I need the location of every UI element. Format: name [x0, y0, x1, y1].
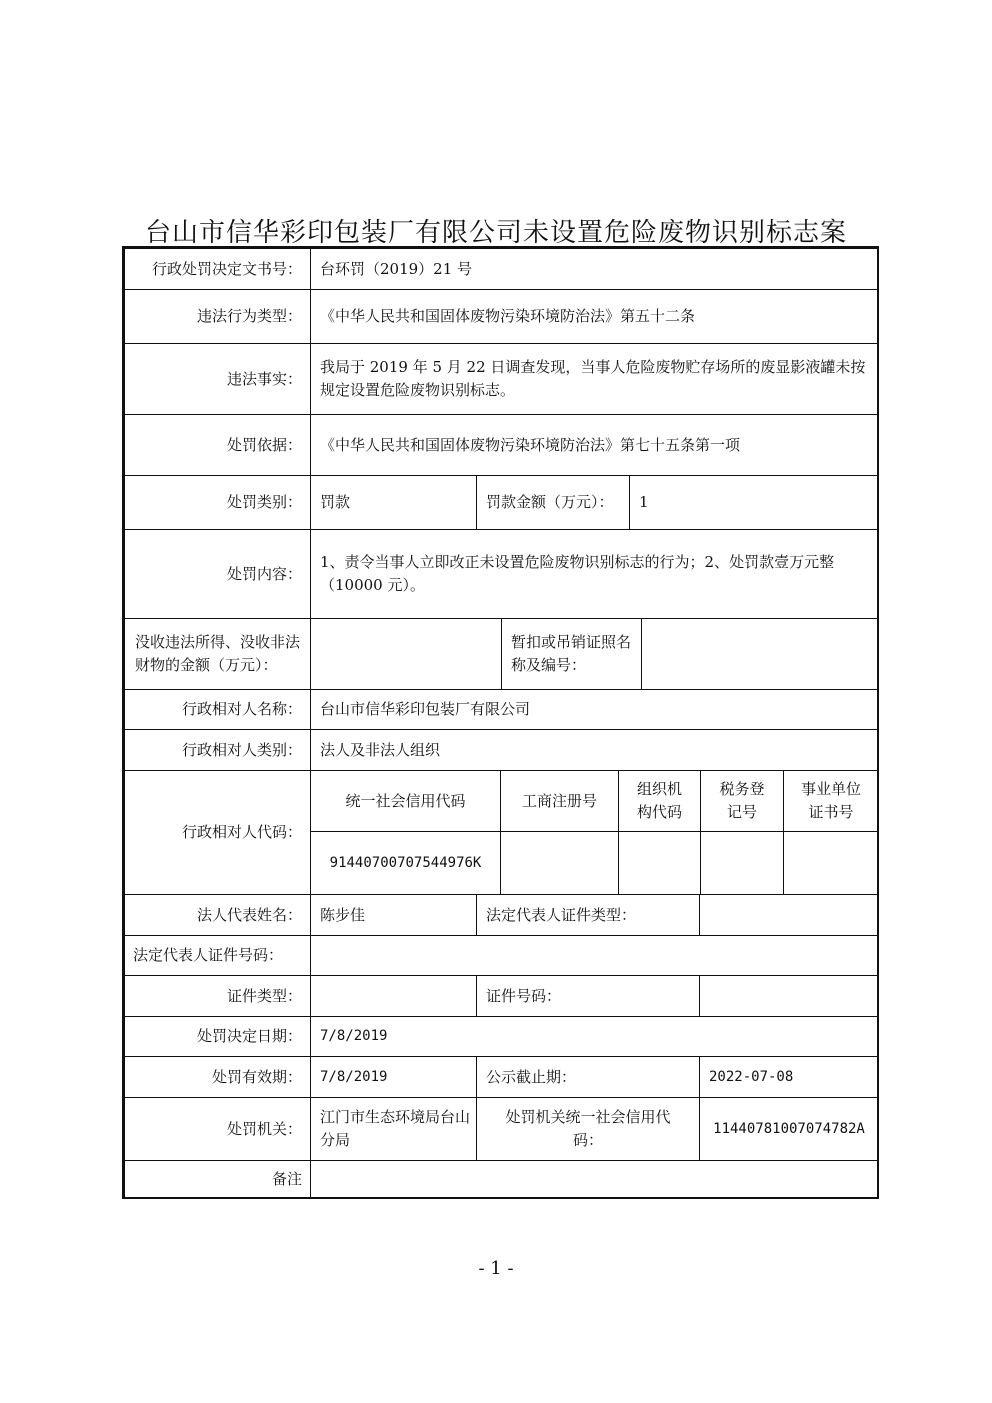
cert-number-label: 证件号码：	[476, 975, 700, 1017]
confiscation-label: 没收违法所得、没收非法财物的金额（万元）：	[124, 618, 311, 690]
validity-value: 7/8/2019	[310, 1056, 477, 1098]
authority-code-value: 11440781007074782A	[699, 1097, 879, 1161]
decision-date-label: 处罚决定日期：	[124, 1016, 311, 1057]
cert-number-value	[699, 975, 879, 1017]
violation-fact-label: 违法事实：	[124, 343, 311, 415]
document-title: 台山市信华彩印包装厂有限公司未设置危险废物识别标志案	[144, 218, 847, 248]
rep-name-value: 陈步佳	[310, 894, 477, 936]
rep-id-type-label: 法定代表人证件类型：	[476, 894, 700, 936]
fine-amount-label: 罚款金额（万元）：	[476, 475, 630, 530]
party-type-value: 法人及非法人组织	[310, 729, 879, 771]
code-value-business-reg	[500, 831, 619, 895]
license-suspension-label: 暂扣或吊销证照名称及编号：	[501, 618, 642, 690]
violation-type-label: 违法行为类型：	[124, 289, 311, 344]
penalty-category-value: 罚款	[310, 475, 477, 530]
penalty-table	[122, 246, 879, 1199]
penalty-content-label: 处罚内容：	[124, 529, 311, 619]
authority-code-label: 处罚机关统一社会信用代码：	[476, 1097, 700, 1161]
penalty-basis-value: 《中华人民共和国固体废物污染环境防治法》第七十五条第一项	[310, 414, 879, 476]
party-name-value: 台山市信华彩印包装厂有限公司	[310, 689, 879, 730]
confiscation-value	[310, 618, 502, 690]
rep-id-number-value	[310, 935, 879, 976]
party-code-label: 行政相对人代码：	[124, 770, 311, 895]
penalty-category-label: 处罚类别：	[124, 475, 311, 530]
authority-value: 江门市生态环境局台山分局	[310, 1097, 477, 1161]
code-header-institution: 事业单位证书号	[783, 770, 879, 832]
violation-type-value: 《中华人民共和国固体废物污染环境防治法》第五十二条	[310, 289, 879, 344]
license-suspension-value	[641, 618, 879, 690]
code-value-institution	[783, 831, 879, 895]
code-value-credit: 91440700707544976K	[310, 831, 501, 895]
code-value-org	[618, 831, 701, 895]
page-number: - 1 -	[478, 1258, 514, 1279]
note-value	[310, 1160, 879, 1199]
authority-label: 处罚机关：	[124, 1097, 311, 1161]
doc-number-value: 台环罚（2019）21 号	[310, 248, 879, 290]
note-label: 备注	[124, 1160, 311, 1199]
publish-deadline-label: 公示截止期：	[476, 1056, 700, 1098]
code-header-business-reg: 工商注册号	[500, 770, 619, 832]
fine-amount-value: 1	[629, 475, 879, 530]
validity-label: 处罚有效期：	[124, 1056, 311, 1098]
party-type-label: 行政相对人类别：	[124, 729, 311, 771]
party-name-label: 行政相对人名称：	[124, 689, 311, 730]
penalty-basis-label: 处罚依据：	[124, 414, 311, 476]
code-value-tax	[700, 831, 784, 895]
rep-name-label: 法人代表姓名：	[124, 894, 311, 936]
rep-id-number-label: 法定代表人证件号码：	[124, 935, 311, 976]
code-header-org: 组织机构代码	[618, 770, 701, 832]
violation-fact-value: 我局于 2019 年 5 月 22 日调查发现，当事人危险废物贮存场所的废显影液罐未按规定设置危险废物识别标志。	[310, 343, 879, 415]
rep-id-type-value	[699, 894, 879, 936]
cert-type-value	[310, 975, 477, 1017]
doc-number-label: 行政处罚决定文书号：	[124, 248, 311, 290]
publish-deadline-value: 2022-07-08	[699, 1056, 879, 1098]
code-header-credit: 统一社会信用代码	[310, 770, 501, 832]
penalty-content-value: 1、责令当事人立即改正未设置危险废物识别标志的行为；2、处罚款壹万元整（10000 元）。	[310, 529, 879, 619]
cert-type-label: 证件类型：	[124, 975, 311, 1017]
decision-date-value: 7/8/2019	[310, 1016, 879, 1057]
code-header-tax: 税务登记号	[700, 770, 784, 832]
